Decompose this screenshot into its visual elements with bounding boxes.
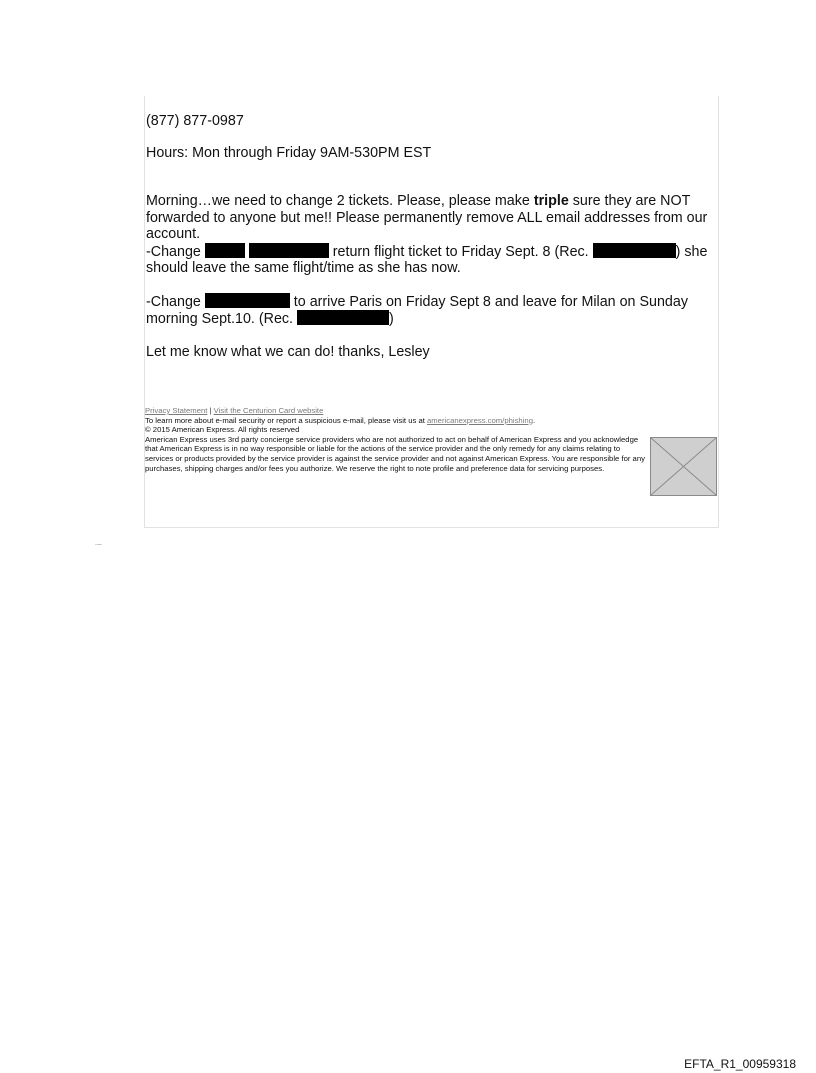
message-text: ) she should leave the same flight/time as she has now. [146, 243, 708, 276]
redaction-box [249, 243, 329, 258]
image-placeholder-graphic [651, 438, 716, 495]
closing-line: Let me know what we can do! thanks, Lesley [146, 343, 430, 360]
bates-number: EFTA_R1_00959318 [684, 1057, 796, 1071]
link-separator: | [209, 406, 212, 415]
message-paragraph-1 [146, 193, 711, 277]
message-text: ) [388, 311, 394, 327]
footer-links [145, 406, 645, 416]
privacy-statement-link[interactable]: Privacy Statement [145, 406, 208, 415]
message-text: to arrive Paris on Friday Sept 8 and leave for Milan on Sunday morning Sept.10. (Rec. [146, 293, 688, 327]
message-body [146, 193, 711, 360]
phishing-link[interactable]: americanexpress.com/phishing [427, 415, 533, 425]
message-text: -Change [146, 243, 205, 260]
redaction-box [297, 310, 389, 325]
copyright-notice: © 2015 American Express. All rights reserved [145, 425, 300, 435]
redaction-box [593, 243, 676, 258]
centurion-card-link[interactable]: Visit the Centurion Card website [213, 406, 324, 415]
message-text: return flight ticket to Friday Sept. 8 (Rec. [328, 243, 593, 260]
business-hours: Hours: Mon through Friday 9AM-530PM EST [146, 145, 432, 161]
redaction-box [205, 293, 290, 308]
message-text: sure they are NOT forwarded to anyone but me!! Please permanently remove ALL email addresses from our account. [146, 193, 708, 242]
disclaimer-text: American Express uses 3rd party concierge service providers who are not authorized to act on behalf of American Express and you acknowledge that American Express is in no way responsible or liable for the actions of the service provider and the only remedy for any claims relating to services or products provided by the service provider is against the service provider and not against American Express. You are responsible for any purchases, shipping charges and/or fees you authorize. We reserve the right to note profile and preference data for servicing purposes. [145, 434, 645, 473]
scan-artifact: ·— [95, 542, 102, 548]
message-text: -Change [146, 293, 205, 310]
email-footer [145, 406, 645, 473]
security-text-end: . [532, 415, 536, 425]
security-text: To learn more about e-mail security or report a suspicious e-mail, please visit us at [145, 415, 427, 425]
message-paragraph-2 [146, 293, 711, 328]
security-notice [145, 416, 645, 426]
message-emphasis: triple [533, 193, 569, 209]
phone-number: (877) 877-0987 [146, 113, 244, 129]
message-text: Morning…we need to change 2 tickets. Please, please make [146, 193, 534, 209]
broken-image-placeholder-icon [650, 437, 717, 496]
redaction-box [205, 243, 245, 258]
